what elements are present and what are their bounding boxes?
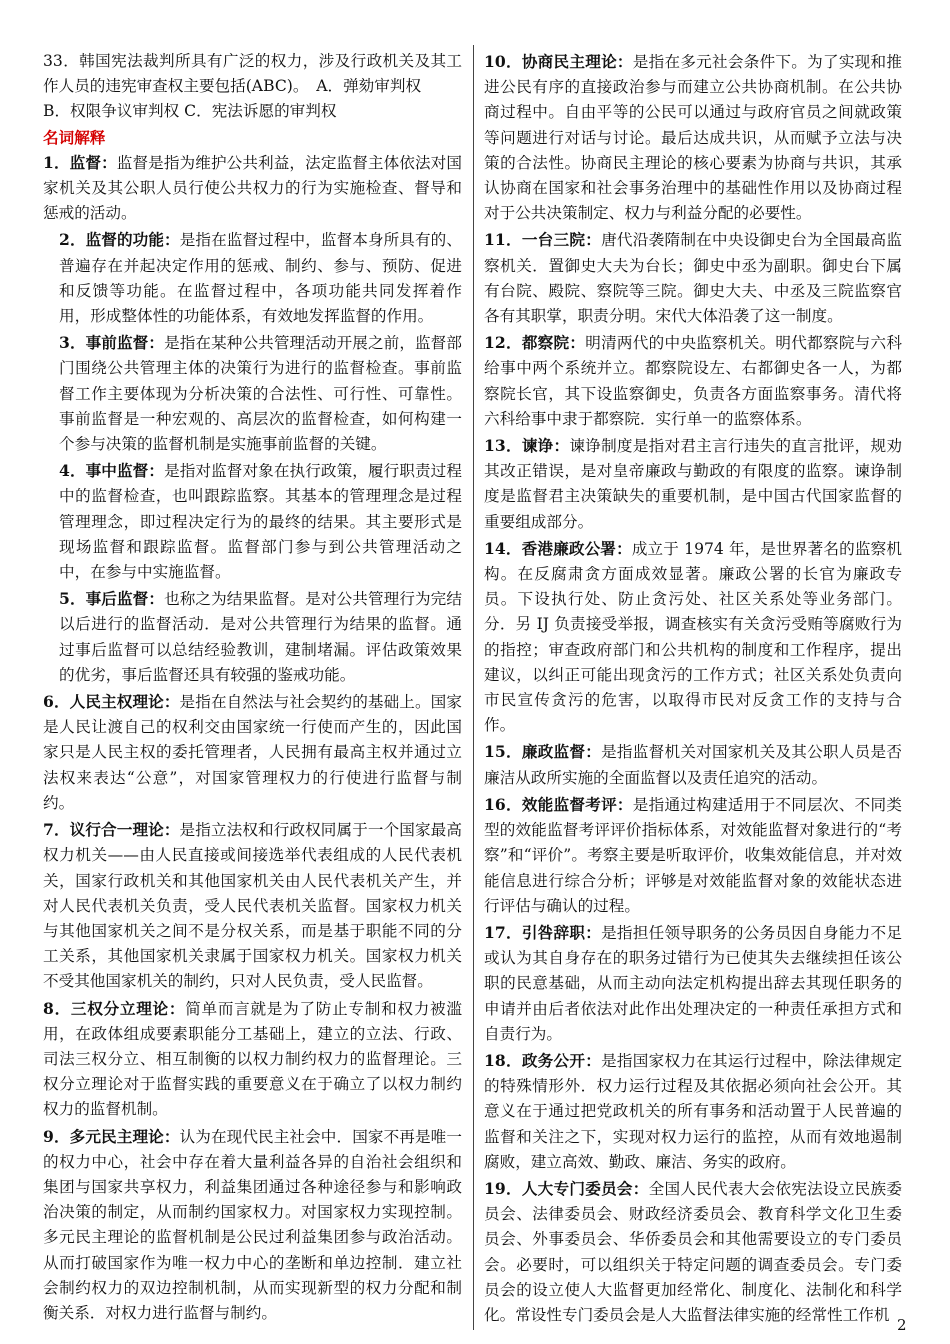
left-column [43, 49, 462, 1327]
question-line-2: B．权限争议审判权 C．宪法诉愿的审判权 [43, 102, 337, 121]
term-colon: ： [148, 333, 165, 353]
entry-number: 1． [43, 152, 70, 172]
term-entry [43, 458, 462, 585]
term-colon: ： [163, 692, 180, 712]
question-line-1: 33．韩国宪法裁判所具有广泛的权力，涉及行政机关及其工作人员的违宪审查权主要包括(ABC)。 A．弹劾审判权 [43, 52, 462, 96]
entry-number: 3． [59, 333, 86, 353]
term-colon: ： [585, 1050, 602, 1070]
term-name: 事中监督 [85, 461, 149, 481]
term-definition: 谏诤制度是指对君主言行违失的直言批评，规劝其改正错误，是对皇帝廉政与勤政的有限度的监察。谏诤制度是监督君主决策缺失的重要机制，是中国古代国家监督的重要组成部分。 [484, 437, 902, 531]
right-column [484, 49, 902, 1329]
term-colon: ： [632, 1178, 649, 1198]
term-name: 多元民主理论 [69, 1126, 164, 1146]
section-title: 名词解释 [43, 127, 106, 147]
term-definition: 全国人民代表大会依宪法设立民族委员会、法律委员会、财政经济委员会、教育科学文化卫生委员会、外事委员会、华侨委员会和其他需要设立的专门委员会。必要时，可以组织关于特定问题的调查委员会。专门委员会的设立使人大监督更加经常化、制度化、法制化和科学化。常设性专门委员会是人大监督法律实施的经常性工作机 [484, 1179, 902, 1324]
term-entry [484, 739, 902, 790]
term-definition: 是指在监督过程中，监督本身所具有的、普遍存在并起决定作用的惩戒、制约、参与、预防、促进和反馈等功能。在监督过程中，各项功能共同发挥着作用，形成整体性的功能体系，有效地发挥监督的作用。 [59, 231, 462, 326]
term-colon: ： [148, 461, 165, 481]
term-definition: 是指监督机关对国家机关及其公职人员是否廉洁从政所实施的全面监督以及责任追究的活动。 [484, 743, 902, 787]
term-entry [484, 920, 902, 1047]
term-definition: 简单而言就是为了防止专制和权力被滥用，在政体组成要素职能分工基础上，建立的立法、行政、司法三权分立、相互制衡的以权力制约权力的监督理论。三权分立理论对于监督实践的重要意义在于确立了以权力制约权力的监督机制。 [43, 999, 462, 1119]
term-definition: 是指在多元社会条件下。为了实现和推进公民有序的直接政治参与而建立公共协商机制。在公共协商过程中。自由平等的公民可以通过与政府官员之间就政策等问题进行对话与讨论。最后达成共识，从而赋予立法与决策的合法性。协商民主理论的核心要素为协商与共识，其承认协商在国家和社会事务治理中的基础性作用以及协商过程对于公共决策制定、权力与利益分配的必要性。 [484, 53, 902, 223]
term-definition: 认为在现代民主社会中．国家不再是唯一的权力中心，社会中存在着大量利益各异的自治社会组织和集团与国家共享权力，利益集团通过各种途径参与和影响政治决策的制定，从而制约国家权力。对国家权力实现控制。多元民主理论的监督机制是公民过利益集团参与政治活动。从而打破国家作为唯一权力中心的垄断和单边控制．建立社会制约权力的双边控制机制，从而实现新型的权力分配和制衡关系．对权力进行监督与制约。 [43, 1127, 462, 1322]
term-definition: 是指立法权和行政权同属于一个国家最高权力机关——由人民直接或间接选举代表组成的人民代表机关，国家行政机关和其他国家机关由人民代表机关产生，并对人民代表机关负责，受人民代表机关监督。国家权力机关与其他国家机关之间不是分权关系，而是基于职能不同的分工关系，其他国家机关隶属于国家权力机关。国家权力机关不受其他国家机关的制约，只对人民负责，受人民监督。 [43, 821, 462, 991]
term-entry [484, 227, 902, 329]
term-definition: 成立于 1974 年，是世界著名的监察机构。在反腐肃贪方面成效显著。廉政公署的长官为廉政专员。下设执行处、防止贪污处、社区关系处等业务部门。分．另 IJ 负责接受举报，调查核实有关贪污受贿等腐败行为的指控；审查政府部门和公共机构的制度和工作程序，提出建议，以纠正可能出现贪污的工作方式；社区关系处负责向市民宣传贪污的危害，以取得市民对反贪工作的支持与合作。 [484, 539, 902, 735]
entry-number: 4． [59, 461, 86, 481]
term-name: 引咎辞职 [521, 922, 586, 942]
entry-number: 15． [484, 742, 522, 762]
term-entry [43, 586, 462, 688]
term-name: 三权分立理论 [70, 998, 169, 1018]
entry-number: 5． [59, 589, 86, 609]
entry-number: 12． [484, 333, 522, 353]
term-colon: ： [616, 538, 632, 558]
term-definition: 唐代沿袭隋制在中央设御史台为全国最高监察机关．置御史大夫为台长；御史中丞为副职。御史台下属有台院、殿院、察院等三院。御史大夫、中丞及三院监察官各有其职掌，职责分明。宋代大体沿袭了这一制度。 [484, 231, 902, 326]
term-definition: 是指在自然法与社会契约的基础上。国家是人民让渡自己的权利交由国家统一行使而产生的，因此国家只是人民主权的委托管理者，人民拥有最高主权并通过立法权来表达“公意”，对国家管理权力的行使进行监督与制约。 [43, 693, 462, 812]
entry-number: 9． [43, 1126, 70, 1146]
term-colon: ： [163, 820, 180, 840]
term-definition: 也称之为结果监督。是对公共管理行为完结以后进行的监督活动．是对公共管理行为结果的监督。通过事后监督可以总结经验教训，建制堵漏。评估政策效果的优劣，事后监督还具有较强的鉴戒功能。 [59, 590, 462, 684]
entry-number: 18． [484, 1050, 522, 1070]
term-colon: ： [585, 742, 602, 762]
term-name: 效能监督考评 [521, 794, 617, 814]
entry-number: 7． [43, 820, 70, 840]
term-colon: ： [616, 794, 633, 814]
right-entries-list [484, 49, 902, 1328]
term-entry [484, 1176, 902, 1328]
entry-number: 14． [484, 538, 522, 558]
term-name: 协商民主理论 [521, 52, 617, 71]
term-name: 监督 [69, 152, 102, 172]
term-name: 香港廉政公署 [521, 538, 617, 558]
term-name: 人民主权理论 [69, 692, 164, 712]
term-entry [43, 996, 462, 1123]
term-entry [43, 330, 462, 457]
term-name: 议行合一理论 [69, 820, 164, 840]
term-entry [43, 1124, 462, 1327]
term-name: 廉政监督 [521, 742, 586, 762]
term-definition: 是指担任领导职务的公务员因自身能力不足或认为其自身存在的职务过错行为已使其失去继续担任该公职的民意基础，从而主动向法定机构提出辞去其现任职务的申请并由后者依法对此作出处理决定的一种责任承担方式和自责行为。 [484, 923, 902, 1043]
term-definition: 是指国家权力在其运行过程中，除法律规定的特殊情形外．权力运行过程及其依据必须向社会公开。其意义在于通过把党政机关的所有事务和活动置于人民普遍的监督和关注之下，实现对权力运行的监控，从而有效地遏制腐败，建立高效、勤政、廉洁、务实的政府。 [484, 1051, 902, 1171]
term-entry [43, 817, 462, 994]
entry-number: 6． [43, 692, 70, 712]
term-colon: ： [163, 1126, 180, 1146]
term-entry [484, 330, 902, 432]
term-definition: 是指通过构建适用于不同层次、不同类型的效能监督考评评价指标体系，对效能监督对象进行的“考察”和“评价”。考察主要是听取评价，收集效能信息，并对效能信息进行综合分析；评够是对效能监督对象的效能状态进行评估与确认的过程。 [484, 795, 902, 915]
entry-number: 10． [484, 52, 522, 71]
question-33 [43, 49, 462, 125]
entry-number: 13． [484, 436, 522, 456]
term-entry [484, 536, 902, 739]
term-name: 都察院 [521, 333, 570, 353]
entry-number: 2． [59, 230, 86, 250]
column-divider [473, 45, 474, 1330]
term-definition: 是指对监督对象在执行政策，履行职责过程中的监督检查，也叫跟踪监察。其基本的管理理念是过程管理理念，即过程决定行为的最终的结果。其主要形式是现场监督和跟踪监督。监督部门参与到公共管理活动之中，在参与中实施监督。 [59, 462, 462, 582]
term-colon: ： [164, 230, 180, 250]
term-definition: 监督是指为维护公共利益，法定监督主体依法对国家机关及其公职人员行使公共权力的行为实施检查、督导和惩戒的活动。 [43, 153, 462, 223]
term-name: 事后监督 [85, 589, 149, 609]
term-colon: ： [569, 333, 586, 353]
entry-number: 8． [43, 998, 71, 1018]
term-entry [484, 433, 902, 535]
term-name: 监督的功能 [85, 230, 165, 250]
term-entry [484, 792, 902, 919]
term-entry [43, 150, 462, 227]
term-colon: ： [585, 230, 602, 250]
term-entry [43, 227, 462, 329]
entry-number: 11． [484, 230, 522, 250]
term-colon: ： [616, 52, 633, 71]
term-name: 政务公开 [521, 1050, 586, 1070]
term-definition: 明清两代的中央监察机关。明代都察院与六科给事中两个系统并立。都察院设左、右都御史各一人，为都察院长官，其下设监察御史，负责各方面监察事务。清代将六科给事中隶于都察院．实行单一的监察体系。 [484, 334, 902, 428]
term-name: 一台三院 [521, 230, 586, 250]
page-number: 2 [897, 1316, 907, 1334]
term-entry [484, 1048, 902, 1175]
entry-number: 16． [484, 794, 522, 814]
term-colon: ： [553, 436, 570, 456]
term-colon: ： [585, 922, 602, 942]
term-colon: ： [168, 998, 186, 1018]
term-entry [484, 49, 902, 226]
term-colon: ： [101, 152, 117, 172]
term-definition: 是指在某种公共管理活动开展之前，监督部门围绕公共管理主体的决策行为进行的监督检查。事前监督工作主要体现为分析决策的合法性、可行性、可靠性。事前监督是一种宏观的、高层次的监督检查，如何构建一个参与决策的监督机制是实施事前监督的关键。 [59, 334, 462, 454]
term-entry [43, 689, 462, 816]
left-entries-list [43, 150, 462, 1326]
entry-number: 19． [484, 1178, 522, 1198]
term-colon: ： [148, 589, 165, 609]
term-name: 事前监督 [85, 333, 149, 353]
entry-number: 17． [484, 922, 522, 942]
term-name: 人大专门委员会 [521, 1178, 633, 1198]
term-name: 谏诤 [521, 436, 554, 456]
